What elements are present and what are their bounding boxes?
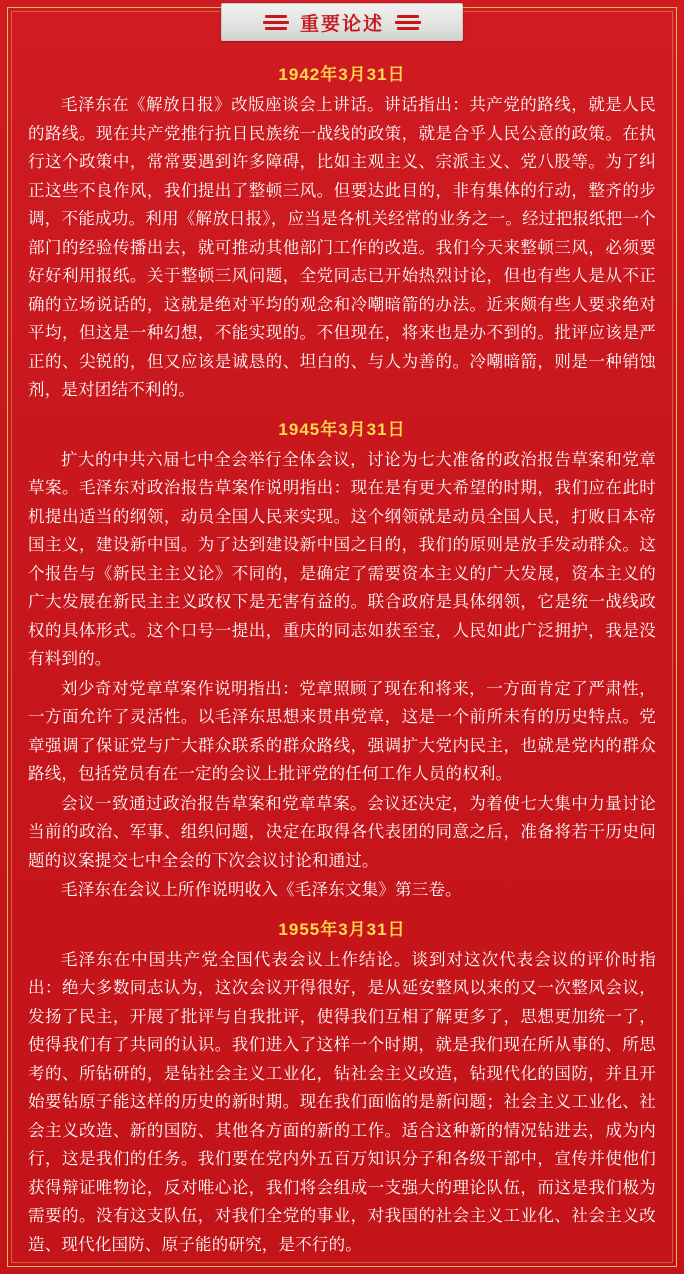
paragraph: 刘少奇对党章草案作说明指出：党章照顾了现在和将来，一方面肯定了严肃性，一方面允许了灵活性。以毛泽东思想来贯串党章，这是一个前所未有的历史特点。党章强调了保证党与广大群众联系的群众路线，强调扩大党内民主，也就是党内的群众路线，包括党员有在一定的会议上批评党的任何工作人员的权利。 <box>28 679 656 783</box>
ribbon-left-ornament-icon <box>262 11 290 33</box>
date-heading: 1942年3月31日 <box>278 65 406 84</box>
section-1955 <box>28 915 656 1260</box>
paragraph: 毛泽东在会议上所作说明收入《毛泽东文集》第三卷。 <box>61 881 462 899</box>
paragraph: 扩大的中共六届七中全会举行全体会议，讨论为七大准备的政治报告草案和党章草案。毛泽东对政治报告草案作说明指出：现在是有更大希望的时期，我们应在此时机提出适当的纲领，动员全国人民来实现。这个纲领就是动员全国人民，打败日本帝国主义，建设新中国。为了达到建设新中国之目的，我们的原则是放手发动群众。这个报告与《新民主主义论》不同的，是确定了需要资本主义的广大发展，资本主义的广大发展在新民主主义政权下是无害有益的。联合政府是具体纲领，它是统一战线政权的具体形式。这个口号一提出，重庆的同志如获至宝，人民如此广泛拥护，我是没有料到的。 <box>28 450 656 668</box>
page-header <box>0 0 684 44</box>
page-title: 重要论述 <box>299 13 384 35</box>
section-1945 <box>28 415 656 905</box>
paragraph: 毛泽东在中国共产党全国代表会议上作结论。谈到对这次代表会议的评价时指出：绝大多数同志认为，这次会议开得很好，是从延安整风以来的又一次整风会议，发扬了民主，开展了批评与自我批评，使得我们互相了解更多了，思想更加统一了，使得我们有了共同的认识。我们进入了这样一个时期，就是我们现在所从事的、所思考的、所钻研的，是钻社会主义工业化，钻社会主义改造，钻现代化的国防，并且开始要钻原子能这样的历史的新时期。现在我们面临的是新问题；社会主义工业化、社会主义改造、新的国防、其他各方面的新的工作。适合这种新的情况钻进去，成为内行，这是我们的任务。我们要在党内外五百万知识分子和各级干部中，宣传并使他们获得辩证唯物论，反对唯心论，我们将会组成一支强大的理论队伍，而这是我们极为需要的。没有这支队伍，对我们全党的事业，对我国的社会主义工业化、社会主义改造、现代化国防、原子能的研究，是不行的。 <box>28 950 656 1254</box>
title-banner <box>221 3 463 41</box>
paragraph: 毛泽东在《解放日报》改版座谈会上讲话。讲话指出：共产党的路线，就是人民的路线。现在共产党推行抗日民族统一战线的政策，就是合乎人民公意的政策。在执行这个政策中，常常要遇到许多障碍，比如主观主义、宗派主义、党八股等。为了纠正这些不良作风，我们提出了整顿三风。但要达此目的，非有集体的行动，整齐的步调，不能成功。利用《解放日报》，应当是各机关经常的业务之一。经过把报纸把一个部门的经验传播出去，就可推动其他部门工作的改造。我们今天来整顿三风，必须要好好利用报纸。关于整顿三风问题，全党同志已开始热烈讨论，但也有些人是从不正确的立场说话的，这就是绝对平均的观念和冷嘲暗箭的办法。近来颇有些人要求绝对平均，但这是一种幻想，不能实现的。不但现在，将来也是办不到的。批评应该是严正的、尖锐的，但又应该是诚恳的、坦白的、与人为善的。冷嘲暗箭，则是一种销蚀剂，是对团结不利的。 <box>28 96 656 399</box>
ribbon-right-ornament-icon <box>394 11 422 33</box>
date-heading: 1945年3月31日 <box>278 419 406 439</box>
section-1942 <box>28 60 656 405</box>
paragraph: 会议一致通过政治报告草案和党章草案。会议还决定，为着使七大集中力量讨论当前的政治、军事、组织问题，决定在取得各代表团的同意之后，准备将若干历史问题的议案提交七中全会的下次会议讨论和通过。 <box>28 794 656 870</box>
document-content <box>24 44 660 1259</box>
date-heading: 1955年3月31日 <box>278 919 406 939</box>
